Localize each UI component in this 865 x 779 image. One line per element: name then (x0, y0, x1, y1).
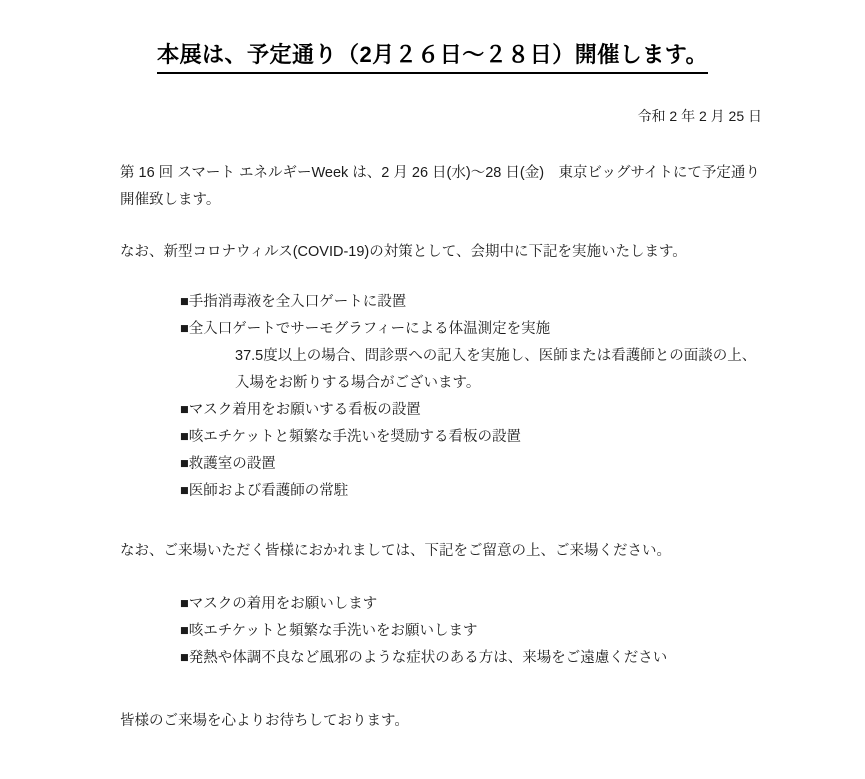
temperature-note-line-1: 37.5度以上の場合、問診票への記入を実施し、医師または看護師との面談の上、 (235, 348, 757, 364)
measure-item-doctor-on-site: ■医師および看護師の常駐 (180, 483, 349, 499)
request-item-handwash: ■咳エチケットと頻繁な手洗いをお願いします (180, 623, 478, 639)
temperature-note-line-2: 入場をお断りする場合がございます。 (235, 375, 481, 391)
request-item-mask: ■マスクの着用をお願いします (180, 596, 378, 612)
covid-notice-paragraph: なお、新型コロナウィルス(COVID-19)の対策として、会期中に下記を実施いたします。 (120, 244, 687, 260)
page-title-row (0, 38, 865, 74)
measures-list (120, 289, 765, 505)
request-item-fever: ■発熱や体調不良など風邪のような症状のある方は、来場をご遠慮ください (180, 650, 668, 666)
intro-paragraph (120, 160, 765, 214)
measure-item-thermography: ■全入口ゲートでサーモグラフィーによる体温測定を実施 (180, 321, 551, 337)
intro-line-1: 第 16 回 スマート エネルギーWeek は、2 月 26 日(水)～28 日(金) 東京ビッグサイトにて予定通り (120, 165, 760, 181)
measure-item-cough-etiquette-signs: ■咳エチケットと頻繁な手洗いを奨励する看板の設置 (180, 429, 521, 445)
visitor-notice-paragraph: なお、ご来場いただく皆様におかれましては、下記をご留意の上、ご来場ください。 (120, 543, 671, 559)
measure-item-first-aid-room: ■救護室の設置 (180, 456, 276, 472)
intro-line-2: 開催致します。 (120, 192, 221, 208)
issue-date: 令和 2 年 2 月 25 日 (637, 108, 762, 124)
page-title: 本展は、予定通り（2月２６日～２８日）開催します。 (157, 38, 708, 74)
measure-item-mask-signs: ■マスク着用をお願いする看板の設置 (180, 402, 421, 418)
measure-item-sanitizer: ■手指消毒液を全入口ゲートに設置 (180, 294, 407, 310)
visitor-requests-list (120, 591, 765, 672)
closing-paragraph: 皆様のご来場を心よりお待ちしております。 (120, 713, 409, 729)
